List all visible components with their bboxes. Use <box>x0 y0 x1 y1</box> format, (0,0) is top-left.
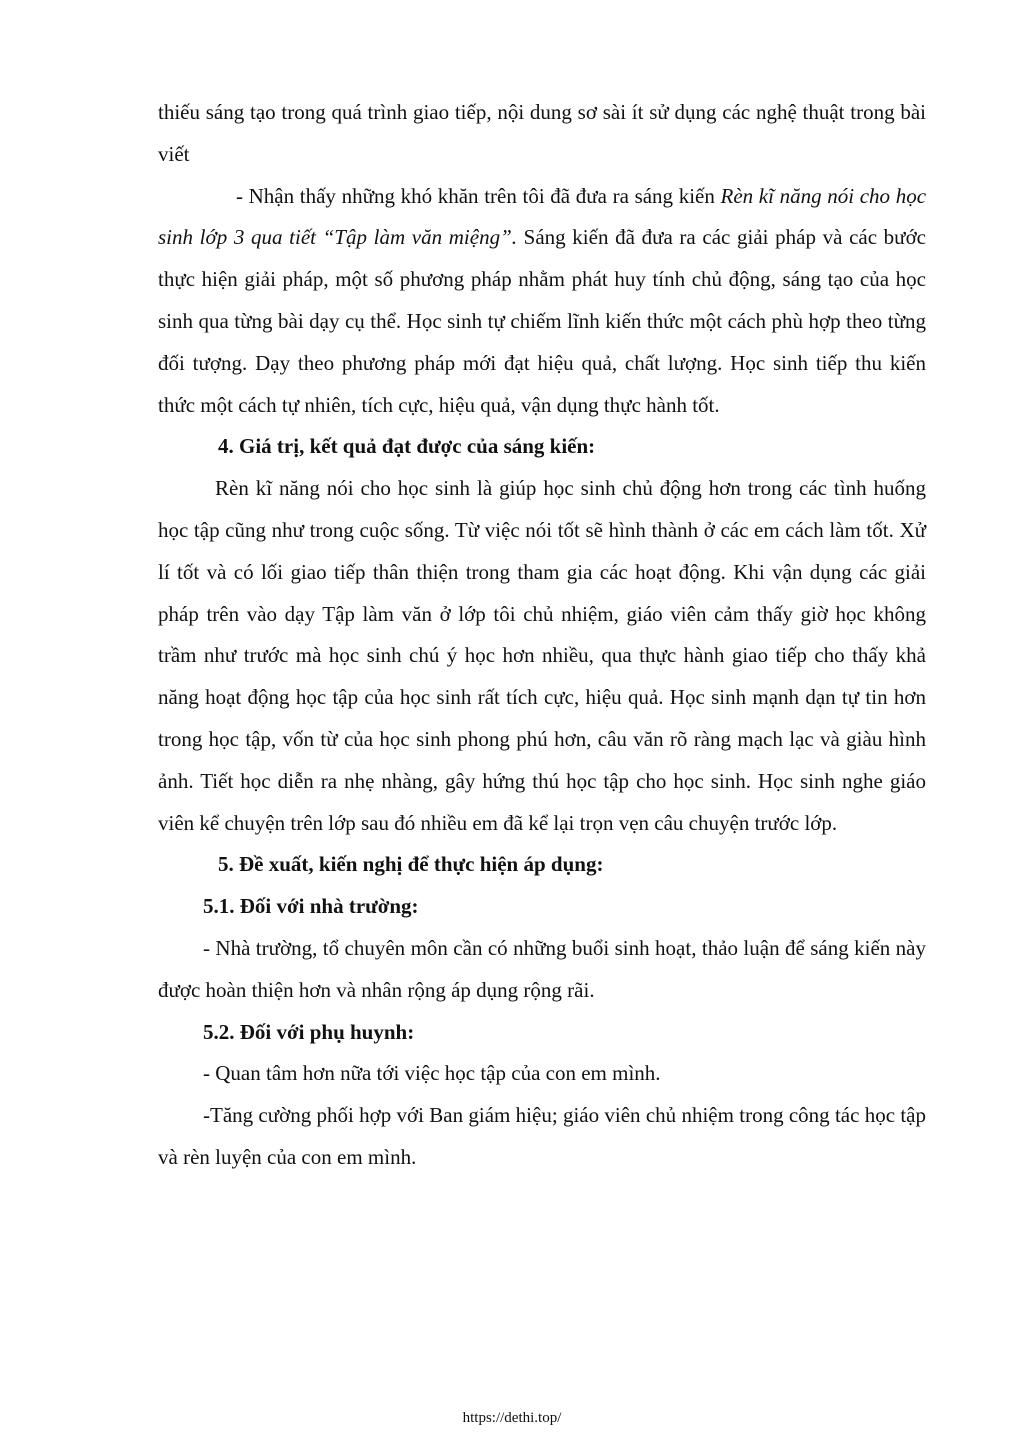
heading-section-5-1: 5.1. Đối với nhà trường: <box>203 894 419 919</box>
paragraph-results: Rèn kĩ năng nói cho học sinh là giúp học sinh chủ động hơn trong các tình huống học tập cũng như trong cuộc sống. Từ việc nói tốt sẽ hình thành ở các em cách làm tốt. Xử lí tốt và có lối giao tiếp thân thiện trong tham gia các hoạt động. Khi vận dụng các giải pháp trên vào dạy Tập làm văn ở lớp tôi chủ nhiệm, giáo viên cảm thấy giờ học không trầm như trước mà học sinh chú ý học hơn nhiều, qua thực hành giao tiếp cho thấy khả năng hoạt động học tập của học sinh rất tích cực, hiệu quả. Học sinh mạnh dạn tự tin hơn trong học tập, vốn từ của học sinh phong phú hơn, câu văn rõ ràng mạch lạc và giàu hình ảnh. Tiết học diễn ra nhẹ nhàng, gây hứng thú học tập cho học sinh. Học sinh nghe giáo viên kể chuyện trên lớp sau đó nhiều em đã kể lại trọn vẹn câu chuyện trước lớp. <box>158 476 926 835</box>
document-body <box>158 92 926 1179</box>
paragraph-parent-coordination: -Tăng cường phối hợp với Ban giám hiệu; giáo viên chủ nhiệm trong công tác học tập và rèn luyện của con em mình. <box>158 1103 926 1169</box>
paragraph-intro: thiếu sáng tạo trong quá trình giao tiếp, nội dung sơ sài ít sử dụng các nghệ thuật trong bài viết <box>158 100 926 166</box>
heading-section-5-2: 5.2. Đối với phụ huynh: <box>203 1019 415 1044</box>
heading-section-4: 4. Giá trị, kết quả đạt được của sáng kiến: <box>218 434 596 459</box>
footer-url: https://dethi.top/ <box>462 1410 562 1426</box>
heading-section-5: 5. Đề xuất, kiến nghị để thực hiện áp dụng: <box>218 852 604 877</box>
paragraph-school-proposal: - Nhà trường, tổ chuyên môn cần có những buổi sinh hoạt, thảo luận để sáng kiến này được hoàn thiện hơn và nhân rộng áp dụng rộng rãi. <box>158 935 926 1002</box>
initiative-title: Rèn kĩ năng nói cho học sinh lớp 3 qua tiết “Tập làm văn miệng”. <box>158 183 927 250</box>
initiative-rest-text: Sáng kiến đã đưa ra các giải pháp và các bước thực hiện giải pháp, một số phương pháp nhằm phát huy tính chủ động, sáng tạo của học sinh qua từng bài dạy cụ thể. Học sinh tự chiếm lĩnh kiến thức một cách phù hợp theo từng đối tượng. Dạy theo phương pháp mới đạt hiệu quả, chất lượng. Học sinh tiếp thu kiến thức một cách tự nhiên, tích cực, hiệu quả, vận dụng thực hành tốt. <box>158 225 926 417</box>
paragraph-initiative <box>158 176 926 427</box>
paragraph-parent-care: - Quan tâm hơn nữa tới việc học tập của con em mình. <box>203 1061 661 1086</box>
initiative-lead-text: - Nhận thấy những khó khăn trên tôi đã đưa ra sáng kiến <box>236 183 721 208</box>
